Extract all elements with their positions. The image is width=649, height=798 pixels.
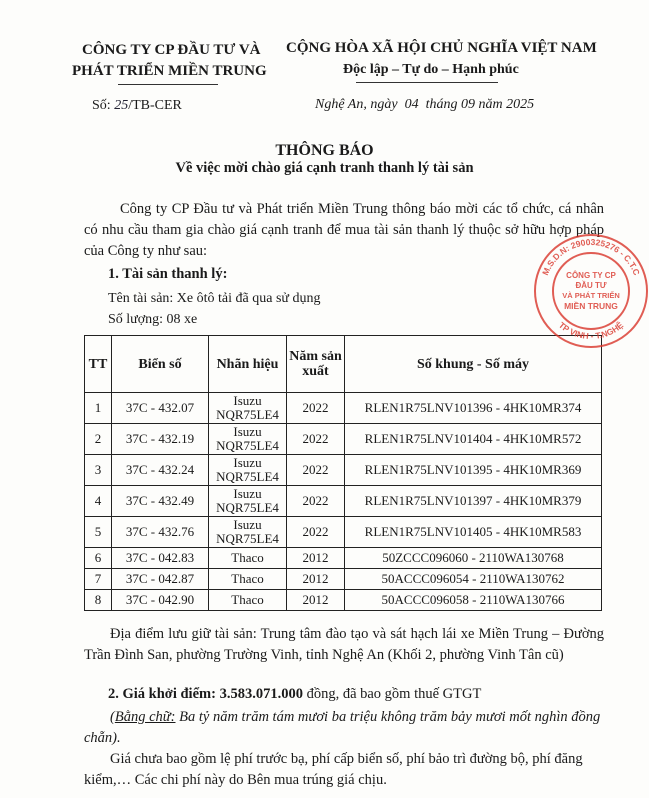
date-place: Nghệ An, ngày	[315, 97, 398, 112]
table-row	[85, 393, 602, 424]
company-name-line1: CÔNG TY CP ĐẦU TƯ VÀ	[82, 42, 261, 58]
price-in-words: (Bằng chữ: Ba tỷ năm trăm tám mươi ba triệu không trăm bảy mươi mốt nghìn đồng chẵn).	[84, 709, 601, 746]
cell-tt: 6	[85, 548, 112, 569]
price-amount: 3.583.071.000	[219, 686, 303, 702]
words-text: Ba tỷ năm trăm tám mươi ba triệu không trăm bảy mươi mốt nghìn đồng chẵn).	[84, 709, 601, 746]
cell-vin: 50ZCCC096060 - 2110WA130768	[345, 548, 602, 569]
cell-brand: Isuzu NQR75LE4	[209, 393, 287, 424]
stamp-line3: VÀ PHÁT TRIỂN	[562, 291, 620, 300]
cell-brand: Thaco	[209, 569, 287, 590]
cell-vin: RLEN1R75LNV101396 - 4HK10MR374	[345, 393, 602, 424]
cell-tt: 7	[85, 569, 112, 590]
cell-plate: 37C - 042.90	[112, 590, 209, 611]
company-seal-stamp	[532, 232, 649, 350]
document-title: THÔNG BÁO	[275, 142, 374, 159]
doc-no-prefix: Số:	[92, 98, 111, 113]
cell-year: 2012	[287, 569, 345, 590]
cell-year: 2022	[287, 486, 345, 517]
header-brand: Nhãn hiệu	[209, 336, 287, 393]
header-plate: Biển số	[112, 336, 209, 393]
motto-underline	[356, 82, 498, 83]
cell-tt: 8	[85, 590, 112, 611]
company-underline	[118, 84, 218, 85]
asset-table	[84, 335, 602, 611]
cell-plate: 37C - 042.83	[112, 548, 209, 569]
cell-year: 2022	[287, 455, 345, 486]
cell-plate: 37C - 432.76	[112, 517, 209, 548]
asset-quantity: Số lượng: 08 xe	[108, 312, 198, 327]
cell-vin: RLEN1R75LNV101404 - 4HK10MR572	[345, 424, 602, 455]
doc-no-suffix: /TB-CER	[128, 98, 182, 113]
section1-heading: 1. Tài sản thanh lý:	[108, 266, 228, 282]
cell-tt: 2	[85, 424, 112, 455]
national-title: CỘNG HÒA XÃ HỘI CHỦ NGHĨA VIỆT NAM	[286, 40, 597, 56]
stamp-line1: CÔNG TY CP	[566, 271, 616, 280]
cell-tt: 5	[85, 517, 112, 548]
table-row	[85, 424, 602, 455]
cell-vin: 50ACCC096058 - 2110WA130766	[345, 590, 602, 611]
national-motto: Độc lập – Tự do – Hạnh phúc	[343, 62, 519, 77]
cell-brand: Thaco	[209, 548, 287, 569]
cell-tt: 1	[85, 393, 112, 424]
cell-year: 2022	[287, 424, 345, 455]
cell-year: 2022	[287, 517, 345, 548]
cell-vin: RLEN1R75LNV101405 - 4HK10MR583	[345, 517, 602, 548]
table-row	[85, 517, 602, 548]
date-month: 09	[460, 97, 475, 112]
cell-year: 2022	[287, 393, 345, 424]
table-row	[85, 569, 602, 590]
header-year: Năm sản xuất	[287, 336, 345, 393]
date-year: 2025	[506, 97, 535, 112]
cell-brand: Isuzu NQR75LE4	[209, 486, 287, 517]
cell-plate: 37C - 432.49	[112, 486, 209, 517]
date-line	[315, 97, 534, 113]
doc-no-handwritten: 25	[114, 98, 129, 113]
table-row	[85, 590, 602, 611]
cell-tt: 4	[85, 486, 112, 517]
cell-vin: RLEN1R75LNV101395 - 4HK10MR369	[345, 455, 602, 486]
header-vin: Số khung - Số máy	[345, 336, 602, 393]
intro-paragraph: Công ty CP Đầu tư và Phát triển Miền Trung thông báo mời các tổ chức, cá nhân có nhu cầu tham gia chào giá cạnh tranh để mua tài sản thanh lý thuộc sở hữu hợp pháp của Công ty như sau:	[84, 201, 604, 259]
table-row	[85, 455, 602, 486]
table-row	[85, 486, 602, 517]
header-tt: TT	[85, 336, 112, 393]
stamp-ring-text: M.S.D.N: 2900325276 - C.T.C	[540, 236, 642, 277]
cell-plate: 37C - 432.24	[112, 455, 209, 486]
words-prefix: Bằng chữ:	[114, 709, 176, 725]
cell-vin: 50ACCC096054 - 2110WA130762	[345, 569, 602, 590]
cell-brand: Thaco	[209, 590, 287, 611]
cell-brand: Isuzu NQR75LE4	[209, 517, 287, 548]
cell-vin: RLEN1R75LNV101397 - 4HK10MR379	[345, 486, 602, 517]
cell-plate: 37C - 432.07	[112, 393, 209, 424]
price-note: đồng, đã bao gồm thuế GTGT	[302, 686, 482, 702]
stamp-line2: ĐẦU TƯ	[575, 281, 607, 290]
price-label: 2. Giá khởi điểm:	[108, 686, 216, 702]
date-month-label: tháng	[425, 97, 458, 112]
date-day: 04	[404, 97, 419, 112]
storage-location: Địa điểm lưu giữ tài sản: Trung tâm đào tạo và sát hạch lái xe Miền Trung – Đường Trần Đình San, phường Trường Vinh, tỉnh Nghệ An (Khối 2, phường Vinh Tân cũ)	[84, 626, 604, 663]
fees-note: Giá chưa bao gồm lệ phí trước bạ, phí cấp biển số, phí bảo trì đường bộ, phí đăng kiểm,… Các chi phí này do Bên mua trúng giá chịu.	[84, 751, 583, 788]
cell-plate: 37C - 042.87	[112, 569, 209, 590]
cell-tt: 3	[85, 455, 112, 486]
table-header-row	[85, 336, 602, 393]
cell-plate: 37C - 432.19	[112, 424, 209, 455]
cell-year: 2012	[287, 548, 345, 569]
stamp-ring-bottom: TP VINH - T.NGHỆ	[556, 319, 626, 342]
cell-brand: Isuzu NQR75LE4	[209, 424, 287, 455]
cell-year: 2012	[287, 590, 345, 611]
company-name-line2: PHÁT TRIỂN MIỀN TRUNG	[72, 63, 267, 79]
starting-price	[108, 686, 481, 703]
date-year-label: năm	[478, 97, 503, 112]
asset-name: Tên tài sản: Xe ôtô tải đã qua sử dụng	[108, 291, 321, 306]
cell-brand: Isuzu NQR75LE4	[209, 455, 287, 486]
table-row	[85, 548, 602, 569]
document-subtitle: Về việc mời chào giá cạnh tranh thanh lý tài sản	[175, 160, 474, 176]
stamp-line4: MIỀN TRUNG	[564, 301, 618, 311]
document-number	[92, 98, 182, 114]
